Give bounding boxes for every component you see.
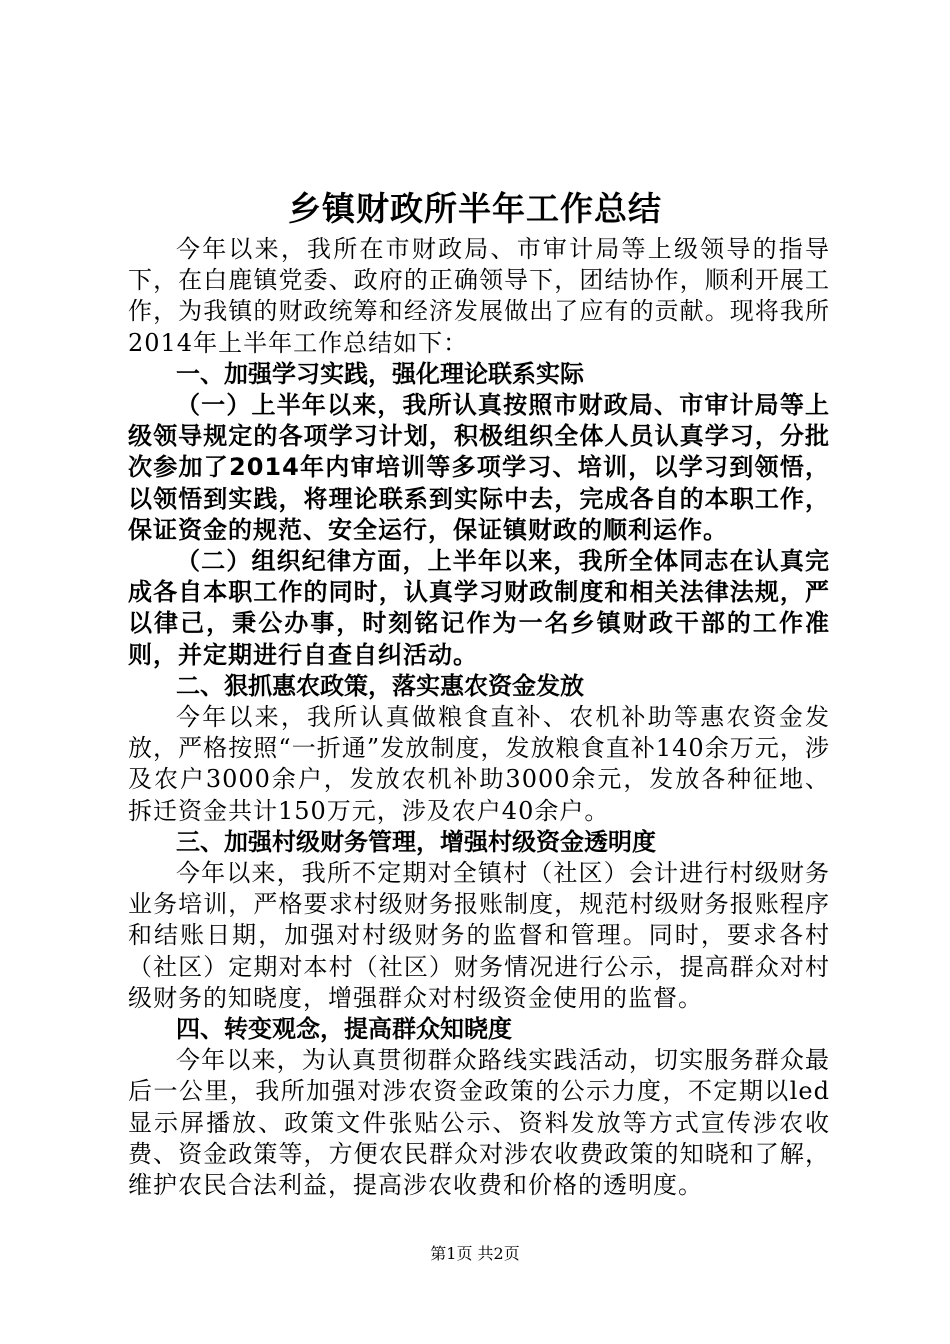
section-2-paragraph-1: 今年以来，我所认真做粮食直补、农机补助等惠农资金发放，严格按照“一折通”发放制度，发放粮食直补140余万元，涉及农户3000余户，发放农机补助3000余元，发放各种征地、拆迁资金共计150万元，涉及农户40余户。: [128, 703, 830, 825]
section-heading-2: 二、狠抓惠农政策，落实惠农资金发放: [176, 671, 584, 700]
section-1-paragraph-2: （二）组织纪律方面，上半年以来，我所全体同志在认真完成各自本职工作的同时，认真学习财政制度和相关法律法规，严以律己，秉公办事，时刻铭记作为一名乡镇财政干部的工作准则，并定期进行自查自纠活动。: [128, 547, 830, 669]
section-3-paragraph-1: 今年以来，我所不定期对全镇村（社区）会计进行村级财务业务培训，严格要求村级财务报账制度，规范村级财务报账程序和结账日期，加强对村级财务的监督和管理。同时，要求各村（社区）定期对本村（社区）财务情况进行公示，提高群众对村级财务的知晓度，增强群众对村级资金使用的监督。: [128, 859, 830, 1012]
section-heading-1: 一、加强学习实践，强化理论联系实际: [176, 359, 584, 388]
section-1-paragraph-1: （一）上半年以来，我所认真按照市财政局、市审计局等上级领导规定的各项学习计划，积极组织全体人员认真学习，分批次参加了2014年内审培训等多项学习、培训，以学习到领悟，以领悟到实践，将理论联系到实际中去，完成各自的本职工作，保证资金的规范、安全运行，保证镇财政的顺利运作。: [128, 391, 830, 544]
document-title: 乡镇财政所半年工作总结: [288, 189, 662, 228]
section-heading-3: 三、加强村级财务管理，增强村级资金透明度: [176, 827, 656, 856]
section-4-paragraph-1: 今年以来，为认真贯彻群众路线实践活动，切实服务群众最后一公里，我所加强对涉农资金政策的公示力度，不定期以led显示屏播放、政策文件张贴公示、资料发放等方式宣传涉农收费、资金政策等，方便农民群众对涉农收费政策的知晓和了解，维护农民合法利益，提高涉农收费和价格的透明度。: [128, 1046, 830, 1200]
intro-paragraph: 今年以来，我所在市财政局、市审计局等上级领导的指导下，在白鹿镇党委、政府的正确领导下，团结协作，顺利开展工作，为我镇的财政统筹和经济发展做出了应有的贡献。现将我所2014年上半年工作总结如下：: [128, 235, 830, 357]
page-footer: 第1页 共2页: [430, 1244, 520, 1263]
document-body: [128, 234, 830, 1201]
section-heading-4: 四、转变观念，提高群众知晓度: [176, 1015, 512, 1044]
